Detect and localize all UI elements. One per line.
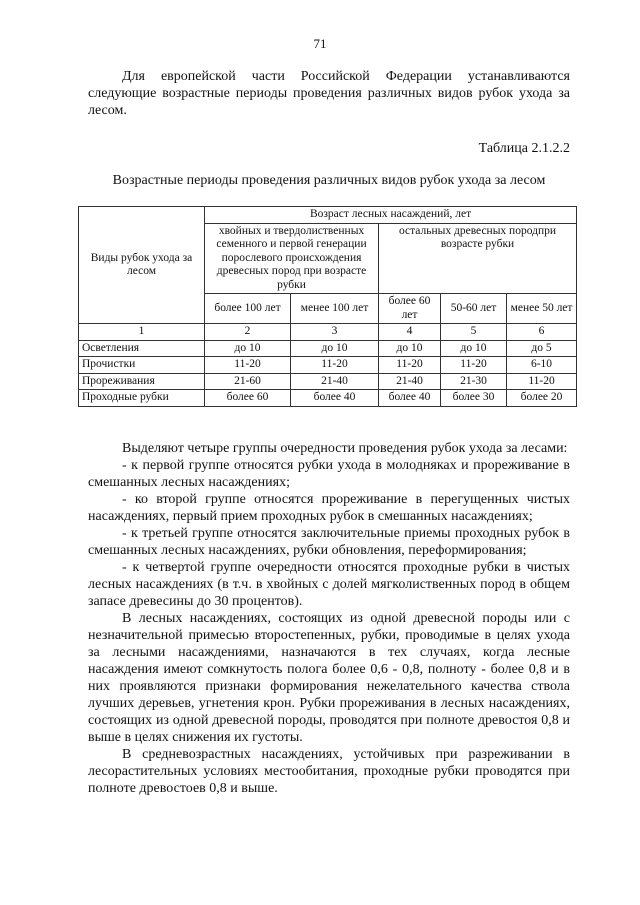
row-name: Осветления xyxy=(79,340,205,357)
paragraph-group-1: - к первой группе относятся рубки ухода в молодняках и прореживание в смешанных лесных насаждениях; xyxy=(88,458,570,490)
table-row xyxy=(79,390,577,407)
table-cell: 21-40 xyxy=(379,373,441,390)
col-number: 4 xyxy=(379,324,441,341)
table-cell: более 60 xyxy=(205,390,291,407)
table-cell: до 5 xyxy=(507,340,577,357)
paragraph-group-2: - ко второй группе относятся прореживание в перегущенных чистых насаждениях, первый прием проходных рубок в смешанных насаждениях; xyxy=(88,492,570,524)
table-row xyxy=(79,340,577,357)
table-cell: 21-40 xyxy=(291,373,379,390)
table-title: Возрастные периоды проведения различных видов рубок ухода за лесом xyxy=(112,173,546,188)
table-cell: более 40 xyxy=(291,390,379,407)
table-cell: 6-10 xyxy=(507,357,577,374)
sub-header: менее 50 лет xyxy=(507,294,577,324)
table-cell: до 10 xyxy=(441,340,507,357)
column-number-row xyxy=(79,324,577,341)
table-cell: до 10 xyxy=(205,340,291,357)
table-cell: более 40 xyxy=(379,390,441,407)
sub-header: более 100 лет xyxy=(205,294,291,324)
table-cell: 21-30 xyxy=(441,373,507,390)
row-name: Прочистки xyxy=(79,357,205,374)
col-number: 5 xyxy=(441,324,507,341)
header-row-1 xyxy=(79,207,577,224)
sub-header: менее 100 лет xyxy=(291,294,379,324)
col1-header: Виды рубок ухода за лесом xyxy=(79,207,205,324)
table-cell: 11-20 xyxy=(441,357,507,374)
group1-header: хвойных и твердолиственных семенного и первой генерации порослевого происхождения древесных пород при возрасте рубки xyxy=(205,223,379,294)
table-cell: более 20 xyxy=(507,390,577,407)
table-cell: 11-20 xyxy=(379,357,441,374)
col-number: 6 xyxy=(507,324,577,341)
paragraph-group-4: - к четвертой группе очередности относятся проходные рубки в чистых лесных насаждениях (в т.ч. в хвойных с долей мягколиственных пород в общем запасе древесины до 30 процентов). xyxy=(88,560,570,609)
page-number: 71 xyxy=(313,36,327,51)
col-number: 3 xyxy=(291,324,379,341)
paragraph-group-3: - к третьей группе относятся заключительные приемы проходных рубок в смешанных лесных насаждениях, рубки обновления, переформирования; xyxy=(88,526,570,558)
sub-header: более 60 лет xyxy=(379,294,441,324)
col-number: 2 xyxy=(205,324,291,341)
table-row xyxy=(79,357,577,374)
paragraph-pure-stands: В лесных насаждениях, состоящих из одной древесной породы или с незначительной примесью второстепенных, рубки, проводимые в целях ухода за лесными насаждениями, назначаются в тех случаях, когда лесные насаждения имеют сомкнутость полога более 0,6 - 0,8, полноту - более 0,8 и в них проявляются признаки формирования нежелательного качества ствола лучших деревьев, угнетения крон. Рубки прореживания в лесных насаждениях, состоящих из одной древесной породы, проводятся при полноте древостоя 0,8 и выше в целях снижения их густоты. xyxy=(88,611,570,745)
table-cell: 11-20 xyxy=(205,357,291,374)
intro-paragraph: Для европейской части Российской Федерации устанавливаются следующие возрастные периоды проведения различных видов рубок ухода за лесом. xyxy=(88,69,570,118)
table-cell: 21-60 xyxy=(205,373,291,390)
sub-header: 50-60 лет xyxy=(441,294,507,324)
table-cell: 11-20 xyxy=(291,357,379,374)
age-periods-table xyxy=(78,206,577,407)
age-header: Возраст лесных насаждений, лет xyxy=(205,207,577,224)
table-cell: до 10 xyxy=(379,340,441,357)
paragraph-groups-intro: Выделяют четыре группы очередности проведения рубок ухода за лесами: xyxy=(122,441,568,456)
table-row xyxy=(79,373,577,390)
col-number: 1 xyxy=(79,324,205,341)
group2-header: остальных древесных породпри возрасте рубки xyxy=(379,223,577,294)
row-name: Прореживания xyxy=(79,373,205,390)
row-name: Проходные рубки xyxy=(79,390,205,407)
table-cell: более 30 xyxy=(441,390,507,407)
table-id: Таблица 2.1.2.2 xyxy=(478,141,570,156)
table-cell: до 10 xyxy=(291,340,379,357)
paragraph-middle-aged: В средневозрастных насаждениях, устойчивых при разреживании в лесорастительных условиях местообитания, проходные рубки проводятся при полноте древостоев 0,8 и выше. xyxy=(88,747,570,796)
body-text xyxy=(88,440,570,797)
table-cell: 11-20 xyxy=(507,373,577,390)
